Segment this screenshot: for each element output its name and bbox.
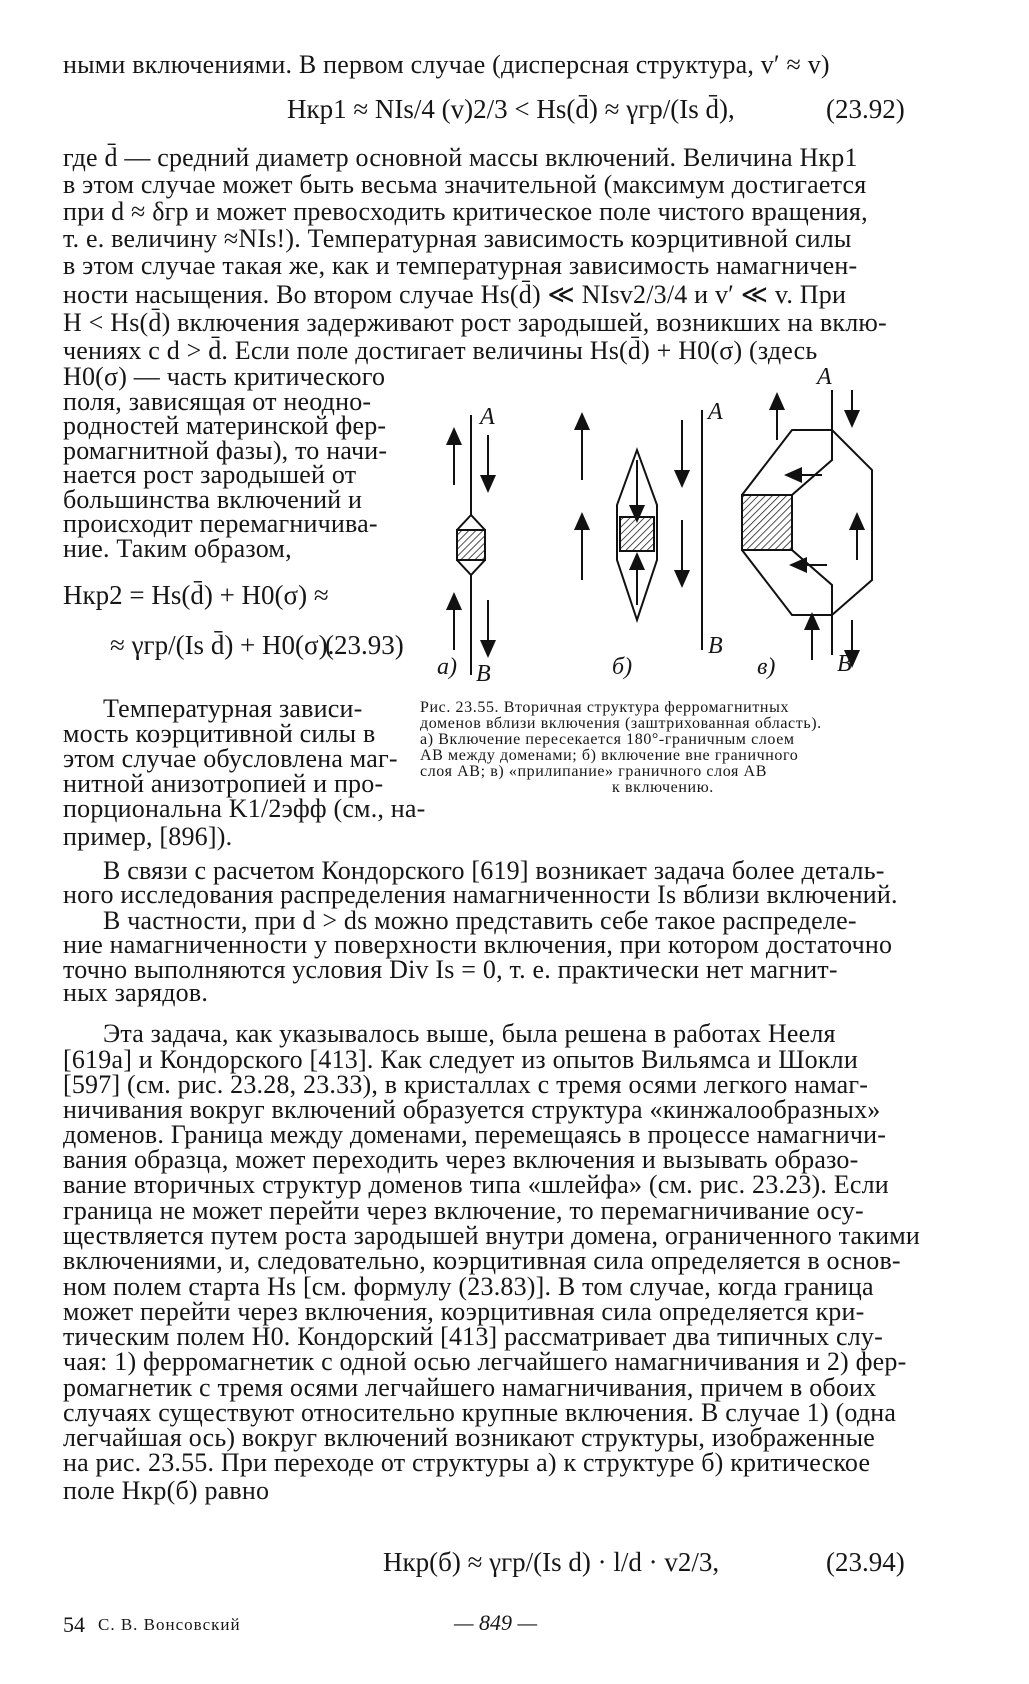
text-line: чениях с d > d̄. Если поле достигает величины Hs(d̄) + H0(σ) (здесь bbox=[63, 336, 818, 365]
text-line: этом случае обусловлена маг- bbox=[63, 744, 398, 773]
domain-structure-diagram bbox=[432, 390, 972, 735]
text-line: мость коэрцитивной силы в bbox=[63, 719, 376, 748]
text-line: где d̄ — средний диаметр основной массы включений. Величина Hкр1 bbox=[63, 143, 858, 172]
text-line: [597] (см. рис. 23.28, 23.33), в кристаллах с тремя осями легкого намаг- bbox=[63, 1070, 869, 1099]
text-line: ном полем старта Hs [см. формулу (23.83)]. В том случае, когда граница bbox=[63, 1272, 874, 1301]
text-line: ности насыщения. Во втором случае Hs(d̄) ≪ NIsv2/3/4 и v′ ≪ v. При bbox=[63, 280, 847, 309]
text-line: включениями, и, следовательно, коэрцитивная сила определяется в основ- bbox=[63, 1246, 901, 1275]
figure-23-55 bbox=[432, 364, 972, 735]
text-line: при d ≈ δгр и может превосходить критическое поле чистого вращения, bbox=[63, 197, 868, 226]
text-line: т. е. величину ≈NIs!). Температурная зависимость коэрцитивной силы bbox=[63, 224, 852, 253]
point-b-label: B bbox=[708, 633, 723, 659]
text-line: на рис. 23.55. При переходе от структуры а) к структуре б) критическое bbox=[63, 1448, 871, 1477]
equation-23-93-line1: Hкр2 = Hs(d̄) + H0(σ) ≈ bbox=[63, 580, 329, 610]
text-line: ных зарядов. bbox=[63, 978, 209, 1007]
panel-c-drawing bbox=[742, 390, 872, 660]
text-line: нается рост зародышей от bbox=[63, 460, 357, 489]
text-line: H0(σ) — часть критического bbox=[63, 362, 386, 391]
text-line: В частности, при d > ds можно представить себе такое распределе- bbox=[103, 906, 857, 935]
text-line: ного исследования распределения намагниченности Is вблизи включений. bbox=[63, 880, 898, 909]
text-line: Температурная зависи- bbox=[103, 694, 363, 723]
text-line: происходит перемагничива- bbox=[63, 509, 378, 538]
figure-caption-line: слоя AB; в) «прилипание» граничного слоя AB bbox=[420, 763, 767, 780]
text-line: ромагнитной фазы), то начи- bbox=[63, 436, 388, 465]
text-line: ние намагниченности у поверхности включения, при котором достаточно bbox=[63, 930, 893, 959]
point-a-label: A bbox=[708, 399, 723, 425]
text-line: вание вторичных структур доменов типа «шлейфа» (см. рис. 23.23). Если bbox=[63, 1170, 889, 1199]
text-line: вания образца, может переходить через включения и вызывать образо- bbox=[63, 1145, 859, 1174]
page-number: — 849 — bbox=[454, 1610, 538, 1635]
figure-caption-line: к включению. bbox=[612, 779, 714, 796]
text-line: точно выполняются условия Div Is = 0, т. е. практически нет магнит- bbox=[63, 955, 838, 984]
point-a-label: A bbox=[817, 364, 832, 390]
text-line: случаях существуют относительно крупные включения. В случае 1) (одна bbox=[63, 1398, 897, 1427]
equation-number: (23.93) bbox=[325, 630, 404, 660]
equation-number: (23.92) bbox=[826, 94, 905, 124]
figure-caption-line: Рис. 23.55. Вторичная структура ферромагнитных bbox=[420, 699, 790, 716]
text-line: доменов. Граница между доменами, перемещаясь в процессе намагничи- bbox=[63, 1120, 887, 1149]
text-line: Эта задача, как указывалось выше, была решена в работах Нееля bbox=[103, 1019, 836, 1048]
text-line: поля, зависящая от неодно- bbox=[63, 387, 372, 416]
text-line: ществляется путем роста зародышей внутри домена, ограниченного такими bbox=[63, 1221, 920, 1250]
signature-number: 54 bbox=[63, 1612, 85, 1637]
text-line: в этом случае такая же, как и температурная зависимость намагничен- bbox=[63, 251, 858, 280]
point-b-label: B bbox=[476, 661, 491, 687]
text-line: ничивания вокруг включений образуется структура «кинжалообразных» bbox=[63, 1095, 881, 1124]
text-line: ние. Таким образом, bbox=[63, 534, 292, 563]
text-line: тическим полем H0. Кондорский [413] рассматривает два типичных слу- bbox=[63, 1322, 883, 1351]
equation-23-93-line2: ≈ γгр/(Is d̄) + H0(σ). bbox=[110, 630, 335, 660]
text-line: В связи с расчетом Кондорского [619] возникает задача более деталь- bbox=[103, 856, 885, 885]
text-line: чая: 1) ферромагнетик с одной осью легчайшего намагничивания и 2) фер- bbox=[63, 1347, 907, 1376]
text-line: ромагнетик с тремя осями легчайшего намагничивания, причем в обоих bbox=[63, 1373, 877, 1402]
text-line: поле Hкр(б) равно bbox=[63, 1476, 270, 1505]
text-line: легчайшая ось) вокруг включений возникают структуры, изображенные bbox=[63, 1423, 876, 1452]
figure-caption-line: AB между доменами; б) включение вне граничного bbox=[420, 747, 799, 764]
panel-c-label: в) bbox=[757, 654, 776, 680]
text-line: родностей материнской фер- bbox=[63, 411, 387, 440]
point-b-label: B bbox=[837, 651, 852, 677]
footer-author: С. В. Вонсовский bbox=[98, 1615, 241, 1634]
panel-a-drawing bbox=[454, 415, 488, 675]
text-line: в этом случае может быть весьма значительной (максимум достигается bbox=[63, 170, 867, 199]
text-line: может перейти через включения, коэрцитивная сила определяется кри- bbox=[63, 1297, 865, 1326]
equation-23-92: Hкр1 ≈ NIs/4 (v)2/3 < Hs(d̄) ≈ γгр/(Is d̄), bbox=[287, 94, 735, 124]
equation-23-94: Hкр(б) ≈ γгр/(Is d) · l/d · v2/3, bbox=[383, 1547, 720, 1577]
figure-caption-line: а) Включение пересекается 180°-граничным слоем bbox=[420, 731, 795, 748]
panel-a-label: а) bbox=[437, 654, 457, 680]
panel-b-drawing bbox=[582, 410, 702, 650]
text-line: пример, [896]). bbox=[63, 822, 233, 851]
text-line: большинства включений и bbox=[63, 485, 363, 514]
text-line: нитной анизотропией и про- bbox=[63, 769, 384, 798]
figure-caption-line: доменов вблизи включения (заштрихованная область). bbox=[420, 715, 822, 732]
text-line: порциональна K1/2эфф (см., на- bbox=[63, 794, 426, 823]
panel-b-label: б) bbox=[612, 654, 633, 680]
text-line: граница не может перейти через включение, то перемагничивание осу- bbox=[63, 1196, 864, 1225]
text-line: H < Hs(d̄) включения задерживают рост зародышей, возникших на вклю- bbox=[63, 308, 887, 337]
text-line: [619а] и Кондорского [413]. Как следует из опытов Вильямса и Шокли bbox=[63, 1045, 858, 1074]
equation-number: (23.94) bbox=[826, 1547, 905, 1577]
point-a-label: A bbox=[480, 404, 495, 430]
text-line: ными включениями. В первом случае (дисперсная структура, v′ ≈ v) bbox=[63, 50, 830, 79]
